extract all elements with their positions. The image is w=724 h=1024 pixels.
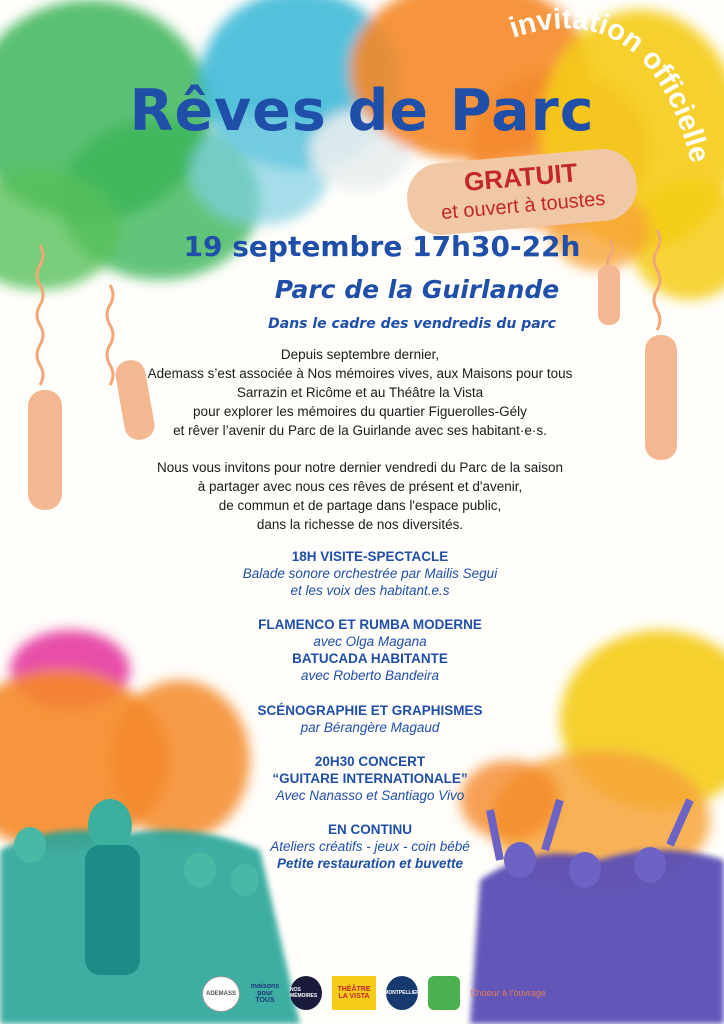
theatre-la-vista-logo: THÉÂTRE LA VISTA <box>332 976 376 1010</box>
badge-line-2: et ouvert à toustes <box>440 187 607 225</box>
invitation-text: invitation officielle <box>505 3 716 166</box>
program-detail: et les voix des habitant.e.s <box>290 583 450 598</box>
program-detail: par Bérangère Magaud <box>300 720 440 735</box>
program-item-visit <box>170 548 570 599</box>
program-heading: 20H30 CONCERT <box>314 754 426 769</box>
program-detail: avec Roberto Bandeira <box>300 668 440 683</box>
intro-line: et rêver l’avenir du Parc de la Guirlande avec ses habitant·e·s. <box>173 423 547 438</box>
intro-line: Depuis septembre dernier, <box>280 347 440 362</box>
program-item-continuous <box>170 821 570 872</box>
partner-logos <box>200 976 600 1016</box>
green-partner-logo <box>428 976 460 1010</box>
program-heading: SCÉNOGRAPHIE ET GRAPHISMES <box>257 703 483 718</box>
ademass-logo: ADEMASS <box>202 976 240 1012</box>
invite-line: à partager avec nous ces rêves de présent et d'avenir, <box>197 479 523 494</box>
program-item-flamenco <box>170 616 570 684</box>
program-detail: Ateliers créatifs - jeux - coin bébé <box>270 839 470 854</box>
nos-memoires-logo: NOS MÉMOIRES <box>290 976 322 1010</box>
invite-line: Nous vous invitons pour notre dernier vendredi du Parc de la saison <box>157 460 563 475</box>
montpellier-logo: MONTPELLIER <box>386 976 418 1010</box>
program-heading: “GUITARE INTERNATIONALE” <box>272 771 468 786</box>
invite-line: dans la richesse de nos diversités. <box>256 517 464 532</box>
event-frame: Dans le cadre des vendredis du parc <box>268 316 556 332</box>
program-item-scenography <box>170 702 570 736</box>
program-final: Petite restauration et buvette <box>276 856 464 871</box>
program-item-concert <box>170 753 570 804</box>
invite-paragraph <box>110 458 610 534</box>
program-detail: Avec Nanasso et Santiago Vivo <box>275 788 465 803</box>
invite-line: de commun et de partage dans l'espace public, <box>218 498 502 513</box>
event-date: 19 septembre 17h30-22h <box>183 230 581 263</box>
intro-line: Sarrazin et Ricôme et au Théâtre la Vista <box>236 385 484 400</box>
program-detail: avec Olga Magana <box>313 634 427 649</box>
page-title: Rêves de Parc <box>129 78 595 144</box>
intro-line: pour explorer les mémoires du quartier Figuerolles-Gély <box>193 404 527 419</box>
event-place: Parc de la Guirlande <box>274 275 560 304</box>
program-heading: FLAMENCO ET RUMBA MODERNE <box>258 617 482 632</box>
intro-paragraph <box>110 345 610 440</box>
maisons-pour-tous-logo: maisons pour TOUS <box>250 982 280 1004</box>
badge-line-1: GRATUIT <box>462 157 579 197</box>
intro-line: Ademass s’est associée à Nos mémoires vives, aux Maisons pour tous <box>147 366 573 381</box>
program-heading: 18H VISITE-SPECTACLE <box>291 549 449 564</box>
choeur-a-louvrage-logo: Choeur à l'ouvrage <box>470 988 546 998</box>
program-heading: EN CONTINU <box>328 822 412 837</box>
program-detail: Balade sonore orchestrée par Mailis Segui <box>242 566 498 581</box>
program-heading: BATUCADA HABITANTE <box>292 651 448 666</box>
